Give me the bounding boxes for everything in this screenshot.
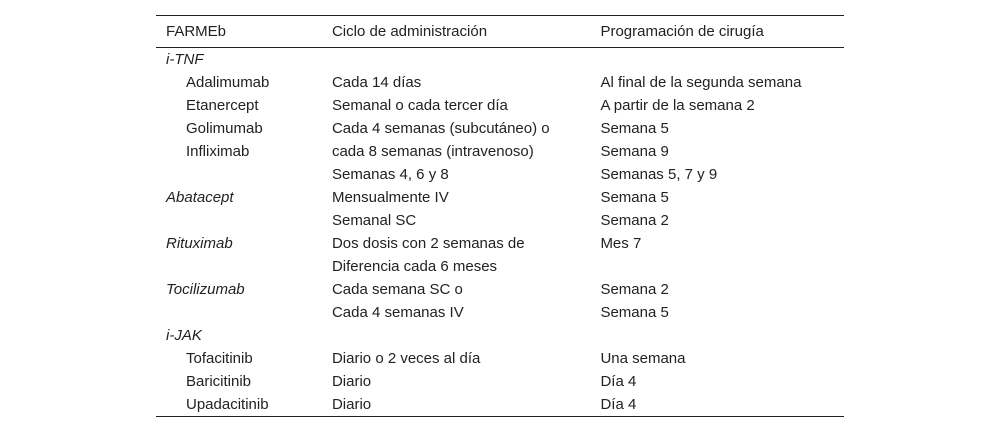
administration-cycle-cell: Mensualmente IV xyxy=(331,189,449,206)
drug-group-cell: i-JAK xyxy=(166,327,202,344)
surgery-schedule-cell xyxy=(600,324,844,347)
administration-cycle-cell: Cada 4 semanas (subcutáneo) o xyxy=(331,120,550,137)
drug-name-cell xyxy=(156,209,332,232)
table-header xyxy=(156,16,844,48)
drug-name-cell: Upadacitinib xyxy=(156,393,332,417)
drug-group-cell: Tocilizumab xyxy=(166,281,245,298)
surgery-schedule-cell: Día 4 xyxy=(600,373,637,390)
surgery-schedule-cell: Semana 5 xyxy=(600,120,669,137)
administration-cycle-cell: Semanas 4, 6 y 8 xyxy=(331,166,449,183)
drug-group-cell: Rituximab xyxy=(166,235,233,252)
header-administration-cycle: Ciclo de administración xyxy=(331,23,488,40)
drug-name-cell xyxy=(156,163,332,186)
drug-name-cell: Adalimumab xyxy=(186,74,270,91)
administration-cycle-cell: Cada semana SC o xyxy=(331,281,463,298)
drug-name-cell: Tofacitinib xyxy=(186,350,253,367)
table-row xyxy=(156,255,844,278)
table-row xyxy=(156,232,844,255)
table-row xyxy=(156,209,844,232)
drug-name-cell: Baricitinib xyxy=(186,373,252,390)
table-row xyxy=(156,71,844,94)
drug-name-cell: Etanercept xyxy=(186,97,259,114)
table-row xyxy=(156,48,844,72)
table-row xyxy=(156,163,844,186)
administration-cycle-cell: Diario xyxy=(331,373,372,390)
header-surgery-schedule: Programación de cirugía xyxy=(600,23,764,40)
administration-cycle-cell: Cada 14 días xyxy=(331,74,422,91)
surgery-schedule-cell: Una semana xyxy=(600,350,686,367)
surgery-schedule-cell: Mes 7 xyxy=(600,235,642,252)
surgery-schedule-cell: Semana 5 xyxy=(600,304,669,321)
administration-cycle-cell: Cada 4 semanas IV xyxy=(331,304,464,321)
table-row xyxy=(156,301,844,324)
table-row xyxy=(156,278,844,301)
drug-name-cell xyxy=(156,301,332,324)
table-row xyxy=(156,347,844,370)
administration-cycle-cell: cada 8 semanas (intravenoso) xyxy=(331,143,534,160)
header-row xyxy=(156,16,844,48)
drug-name-cell: Golimumab xyxy=(186,120,263,137)
administration-cycle-cell: Diferencia cada 6 meses xyxy=(331,258,498,275)
drug-name-cell xyxy=(156,255,332,278)
administration-cycle-cell: Diario xyxy=(332,393,600,417)
drug-group-cell: Abatacept xyxy=(166,189,234,206)
administration-cycle-cell: Dos dosis con 2 semanas de xyxy=(331,235,525,252)
surgery-schedule-cell: Semanas 5, 7 y 9 xyxy=(600,166,718,183)
surgery-schedule-cell xyxy=(600,48,844,72)
table-row xyxy=(156,94,844,117)
table-row xyxy=(156,140,844,163)
drug-surgery-table xyxy=(156,15,844,417)
administration-cycle-cell: Diario o 2 veces al día xyxy=(331,350,481,367)
surgery-schedule-cell: Semana 9 xyxy=(600,143,669,160)
administration-cycle-cell: Semanal o cada tercer día xyxy=(331,97,508,114)
table-row xyxy=(156,370,844,393)
surgery-schedule-cell: A partir de la semana 2 xyxy=(600,97,755,114)
administration-cycle-cell xyxy=(332,324,600,347)
table-row xyxy=(156,117,844,140)
table-row xyxy=(156,186,844,209)
surgery-schedule-cell xyxy=(600,255,844,278)
administration-cycle-cell xyxy=(332,48,600,72)
table-row xyxy=(156,324,844,347)
surgery-schedule-cell: Semana 2 xyxy=(600,212,669,229)
header-farmeb: FARMEb xyxy=(166,23,227,40)
surgery-schedule-cell: Día 4 xyxy=(600,393,844,417)
table-body xyxy=(156,48,844,417)
surgery-schedule-cell: Al final de la segunda semana xyxy=(600,74,802,91)
surgery-schedule-cell: Semana 2 xyxy=(600,281,669,298)
drug-table-container xyxy=(156,15,844,417)
surgery-schedule-cell: Semana 5 xyxy=(600,189,669,206)
drug-group-cell: i-TNF xyxy=(166,51,204,68)
table-row xyxy=(156,393,844,417)
administration-cycle-cell: Semanal SC xyxy=(331,212,417,229)
drug-name-cell: Infliximab xyxy=(186,143,250,160)
